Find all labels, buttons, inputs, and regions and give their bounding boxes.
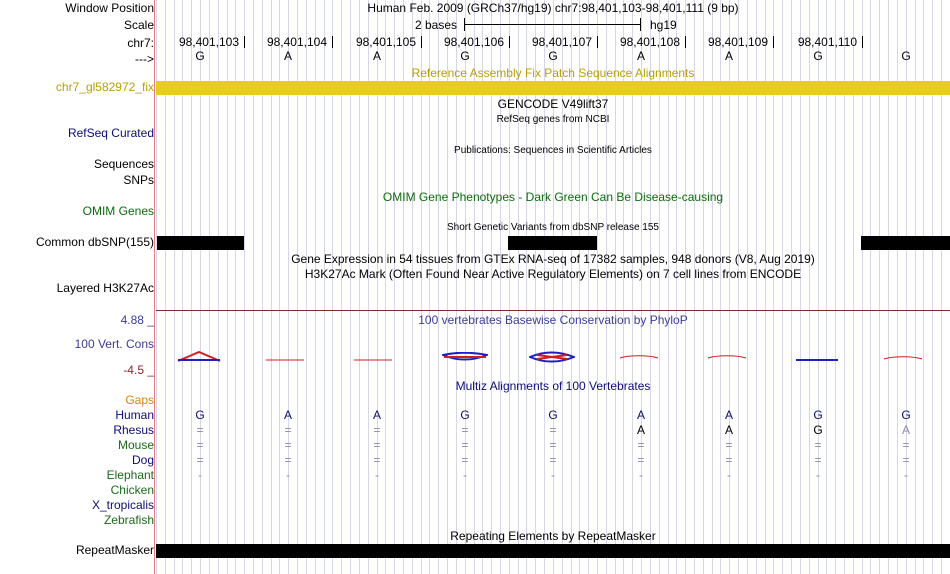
ruler-tick-label: 98,401,110 bbox=[797, 35, 857, 49]
species-label-chicken[interactable]: Chicken bbox=[110, 483, 154, 497]
ruler-tick-mark bbox=[509, 36, 510, 48]
alignment-cell: - bbox=[198, 468, 202, 482]
ruler-tick-mark bbox=[244, 36, 245, 48]
alignment-cell: - bbox=[904, 468, 908, 482]
omim-genes-label[interactable]: OMIM Genes bbox=[82, 204, 154, 218]
phylop-glyph-6 bbox=[619, 349, 659, 363]
ruler-tick-mark bbox=[773, 36, 774, 48]
alignment-cell: = bbox=[373, 438, 381, 452]
alignment-cell: G bbox=[813, 423, 823, 437]
base-letter: G bbox=[460, 49, 470, 63]
snp-variant-bar[interactable] bbox=[861, 236, 950, 250]
alignment-cell: = bbox=[725, 438, 733, 452]
phylop-glyph-5 bbox=[529, 351, 575, 366]
alignment-cell: G bbox=[460, 408, 470, 422]
alignment-cell: = bbox=[373, 423, 381, 437]
alignment-cell: = bbox=[196, 438, 204, 452]
phylop-glyph-2 bbox=[265, 351, 305, 365]
base-letter: G bbox=[813, 49, 823, 63]
alignment-cell: = bbox=[637, 453, 645, 467]
alignment-cell: - bbox=[551, 468, 555, 482]
strand-label: ---> bbox=[135, 52, 154, 66]
snp-variant-bar[interactable] bbox=[508, 236, 597, 250]
alignment-cell: = bbox=[196, 453, 204, 467]
chrom-label: chr7: bbox=[127, 36, 154, 50]
base-letter: G bbox=[548, 49, 558, 63]
ruler-tick-label: 98,401,107 bbox=[531, 35, 592, 49]
alignment-cell: = bbox=[196, 423, 204, 437]
publications-track-title: Publications: Sequences in Scientific Articles bbox=[454, 145, 652, 156]
snp-variant-bar[interactable] bbox=[157, 236, 244, 250]
scale-label: Scale bbox=[123, 18, 154, 32]
window-position-label: Window Position bbox=[65, 1, 154, 15]
alignment-cell: A bbox=[283, 408, 293, 422]
alignment-cell: A bbox=[724, 408, 734, 422]
label-separator bbox=[154, 0, 155, 574]
alignment-cell: = bbox=[549, 438, 557, 452]
vert-cons-label[interactable]: 100 Vert. Cons bbox=[74, 337, 154, 351]
alignment-cell: - bbox=[727, 468, 731, 482]
gencode-track-title: GENCODE V49lift37 bbox=[497, 97, 609, 111]
ruler-tick-mark bbox=[332, 36, 333, 48]
scale-assembly: hg19 bbox=[650, 18, 677, 32]
sequences-label[interactable]: Sequences bbox=[93, 157, 154, 171]
ruler-tick-mark bbox=[597, 36, 598, 48]
ruler-tick-label: 98,401,103 bbox=[178, 35, 239, 49]
h3k27ac-track-title: H3K27Ac Mark (Often Found Near Active Regulatory Elements) on 7 cell lines from ENCODE bbox=[304, 267, 802, 281]
gaps-label[interactable]: Gaps bbox=[125, 393, 154, 407]
repeatmasker-element-bar[interactable] bbox=[156, 544, 950, 558]
base-letter: G bbox=[901, 49, 911, 63]
alignment-cell: = bbox=[814, 438, 822, 452]
alignment-cell: = bbox=[373, 453, 381, 467]
alignment-cell: = bbox=[725, 453, 733, 467]
alignment-cell: - bbox=[816, 468, 820, 482]
layered-h3k27ac-label[interactable]: Layered H3K27Ac bbox=[56, 281, 154, 295]
alignment-cell: = bbox=[284, 438, 292, 452]
phylop-min-label: -4.5 _ bbox=[123, 363, 154, 377]
fix-patch-track-title: Reference Assembly Fix Patch Sequence Alignments bbox=[411, 66, 695, 80]
dbsnp-label[interactable]: Common dbSNP(155) bbox=[35, 235, 154, 249]
window-position-value: Human Feb. 2009 (GRCh37/hg19) chr7:98,401,103-98,401,111 (9 bp) bbox=[367, 1, 739, 15]
fix-patch-track-label[interactable]: chr7_gl582972_fix bbox=[55, 80, 154, 94]
alignment-cell: = bbox=[637, 438, 645, 452]
refseq-track-title: RefSeq genes from NCBI bbox=[496, 114, 610, 125]
species-label-elephant[interactable]: Elephant bbox=[106, 468, 154, 482]
refseq-curated-label[interactable]: RefSeq Curated bbox=[67, 126, 154, 140]
species-label-mouse[interactable]: Mouse bbox=[117, 438, 154, 452]
alignment-cell: = bbox=[284, 453, 292, 467]
alignment-cell: = bbox=[549, 423, 557, 437]
base-letter: A bbox=[636, 49, 646, 63]
ruler-tick-label: 98,401,106 bbox=[443, 35, 504, 49]
species-label-x_tropicalis[interactable]: X_tropicalis bbox=[91, 498, 154, 512]
ruler-tick-label: 98,401,105 bbox=[355, 35, 416, 49]
gtex-track-title: Gene Expression in 54 tissues from GTEx RNA-seq of 17382 samples, 948 donors (V8, Aug 2019) bbox=[291, 252, 815, 266]
alignment-cell: A bbox=[636, 408, 646, 422]
alignment-cell: A bbox=[901, 423, 911, 437]
alignment-cell: G bbox=[813, 408, 823, 422]
phylop-glyph-1 bbox=[177, 351, 221, 366]
repeatmasker-label[interactable]: RepeatMasker bbox=[75, 543, 154, 557]
alignment-cell: = bbox=[814, 453, 822, 467]
species-label-human[interactable]: Human bbox=[115, 408, 154, 422]
repeatmasker-track-title: Repeating Elements by RepeatMasker bbox=[450, 529, 656, 543]
alignment-cell: G bbox=[901, 408, 911, 422]
alignment-cell: = bbox=[461, 438, 469, 452]
fix-patch-alignment-bar[interactable] bbox=[156, 81, 950, 95]
alignment-cell: = bbox=[902, 453, 910, 467]
alignment-cell: A bbox=[636, 423, 646, 437]
phylop-max-label: 4.88 _ bbox=[120, 313, 154, 327]
species-label-zebrafish[interactable]: Zebrafish bbox=[103, 513, 154, 527]
scale-value: 2 bases bbox=[415, 18, 458, 32]
alignment-cell: = bbox=[549, 453, 557, 467]
species-label-rhesus[interactable]: Rhesus bbox=[113, 423, 154, 437]
alignment-cell: A bbox=[724, 423, 734, 437]
omim-track-title: OMIM Gene Phenotypes - Dark Green Can Be Disease-causing bbox=[382, 190, 724, 204]
alignment-cell: = bbox=[284, 423, 292, 437]
ruler-tick-label: 98,401,108 bbox=[619, 35, 680, 49]
ruler-tick-mark bbox=[685, 36, 686, 48]
alignment-cell: = bbox=[461, 423, 469, 437]
h3k27ac-baseline bbox=[156, 310, 950, 311]
alignment-cell: - bbox=[639, 468, 643, 482]
ruler-tick-label: 98,401,104 bbox=[266, 35, 327, 49]
snps-label[interactable]: SNPs bbox=[123, 173, 154, 187]
phylop-glyph-9 bbox=[883, 350, 923, 364]
multiz-track-title: Multiz Alignments of 100 Vertebrates bbox=[455, 379, 651, 393]
alignment-cell: G bbox=[548, 408, 558, 422]
base-letter: A bbox=[724, 49, 734, 63]
alignment-cell: = bbox=[461, 453, 469, 467]
ruler-tick-mark bbox=[421, 36, 422, 48]
base-letter: A bbox=[283, 49, 293, 63]
alignment-cell: - bbox=[286, 468, 290, 482]
alignment-cell: G bbox=[195, 408, 205, 422]
phylop-glyph-4 bbox=[442, 351, 488, 365]
dbsnp-track-title: Short Genetic Variants from dbSNP release 155 bbox=[447, 222, 659, 233]
base-letter: A bbox=[372, 49, 382, 63]
ruler-tick-label: 98,401,109 bbox=[707, 35, 768, 49]
species-label-dog[interactable]: Dog bbox=[131, 453, 154, 467]
alignment-cell: - bbox=[375, 468, 379, 482]
phylop-track-title: 100 vertebrates Basewise Conservation by PhyloP bbox=[418, 313, 688, 327]
alignment-cell: A bbox=[372, 408, 382, 422]
base-letter: G bbox=[195, 49, 205, 63]
alignment-cell: = bbox=[902, 438, 910, 452]
phylop-glyph-3 bbox=[353, 351, 393, 365]
ruler-tick-mark bbox=[862, 36, 863, 48]
alignment-cell: - bbox=[463, 468, 467, 482]
phylop-glyph-8 bbox=[795, 351, 839, 365]
phylop-glyph-7 bbox=[707, 349, 747, 363]
